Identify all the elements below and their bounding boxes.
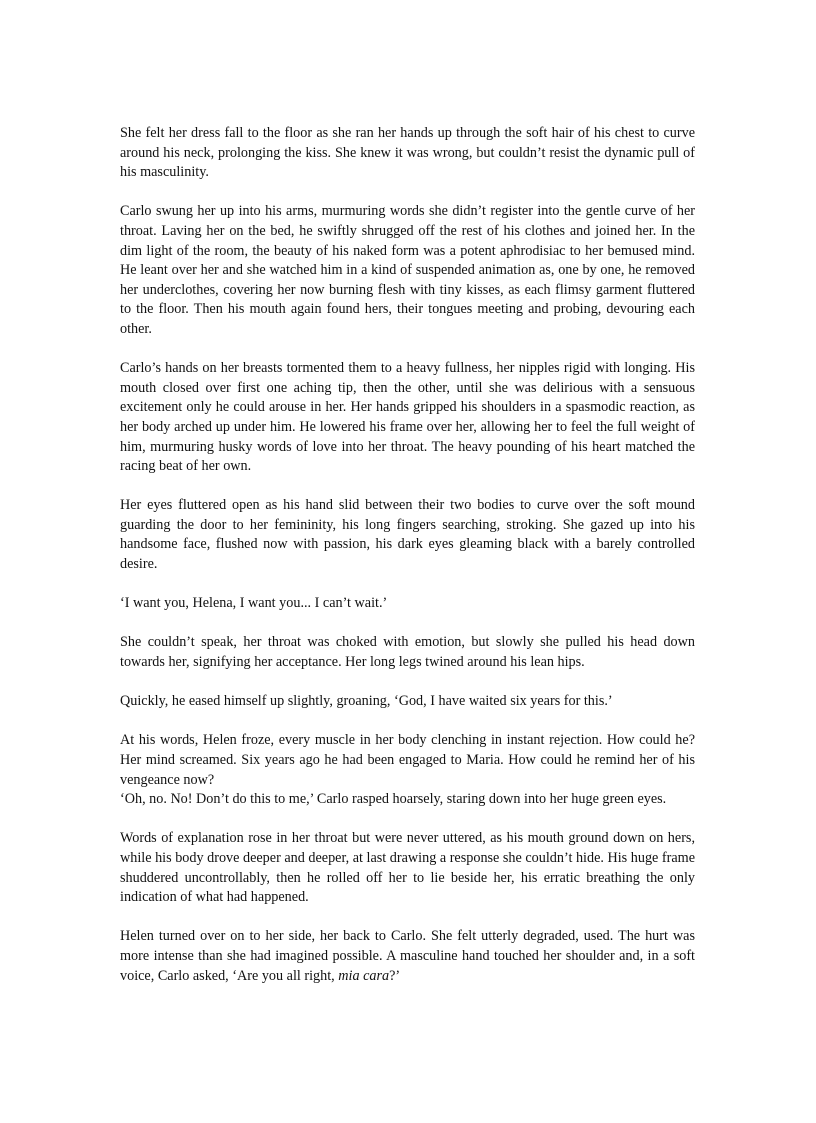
paragraph-11 (120, 927, 695, 986)
paragraph-10: Words of explanation rose in her throat but were never uttered, as his mouth ground down on hers, while his body drove deeper and deeper, at last drawing a response she couldn’t hide. His huge frame shuddered uncontrollably, then he rolled off her to lie beside her, his erratic breathing the only indication of what had happened. (120, 830, 695, 906)
paragraph-5: ‘I want you, Helena, I want you... I can’t wait.’ (120, 595, 388, 612)
paragraph-11-end: ?’ (389, 967, 401, 984)
paragraph-1: She felt her dress fall to the floor as she ran her hands up through the soft hair of his chest to curve around his neck, prolonging the kiss. She knew it was wrong, but couldn’t resist the dynamic pull of his masculinity. (120, 125, 695, 181)
paragraph-6: She couldn’t speak, her throat was choked with emotion, but slowly she pulled his head down towards her, signifying her acceptance. Her long legs twined around his lean hips. (120, 634, 695, 671)
paragraph-4: Her eyes fluttered open as his hand slid between their two bodies to curve over the soft mound guarding the door to her femininity, his long fingers searching, stroking. She gazed up into his handsome face, flushed now with passion, his dark eyes gleaming black with a barely controlled desire. (120, 497, 695, 573)
paragraph-2: Carlo swung her up into his arms, murmuring words she didn’t register into the gentle curve of her throat. Laving her on the bed, he swiftly shrugged off the rest of his clothes and joined her. In the dim light of the room, the beauty of his naked form was a potent aphrodisiac to her bemused mind. He leant over her and she watched him in a kind of suspended animation as, one by one, he removed her underclothes, covering her now burning flesh with tiny kisses, as each flimsy garment fluttered to the floor. Then his mouth again found hers, their tongues meeting and probing, devouring each other. (120, 203, 695, 337)
paragraph-8: At his words, Helen froze, every muscle in her body clenching in instant rejection. How could he? Her mind screamed. Six years ago he had been engaged to Maria. How could he remind her of his vengeance now? (120, 732, 695, 788)
paragraph-11-text: Helen turned over on to her side, her back to Carlo. She felt utterly degraded, used. The hurt was more intense than she had imagined possible. A masculine hand touched her shoulder and, in a soft voice, Carlo asked, ‘Are you all right, (120, 928, 695, 984)
paragraph-3: Carlo’s hands on her breasts tormented them to a heavy fullness, her nipples rigid with longing. His mouth closed over first one aching tip, then the other, until she was delirious with a sensuous excitement only he could arouse in her. Her hands gripped his shoulders in a spasmodic reaction, as her body arched up under him. He lowered his frame over her, allowing her to feel the full weight of him, murmuring husky words of love into her throat. The heavy pounding of his heart matched the racing beat of her own. (120, 360, 695, 475)
document-page (120, 124, 695, 1006)
paragraph-11-italic: mia cara (338, 967, 390, 984)
paragraph-9: ‘Oh, no. No! Don’t do this to me,’ Carlo rasped hoarsely, staring down into her huge green eyes. (120, 791, 667, 808)
paragraph-7: Quickly, he eased himself up slightly, groaning, ‘God, I have waited six years for this.’ (120, 693, 613, 710)
